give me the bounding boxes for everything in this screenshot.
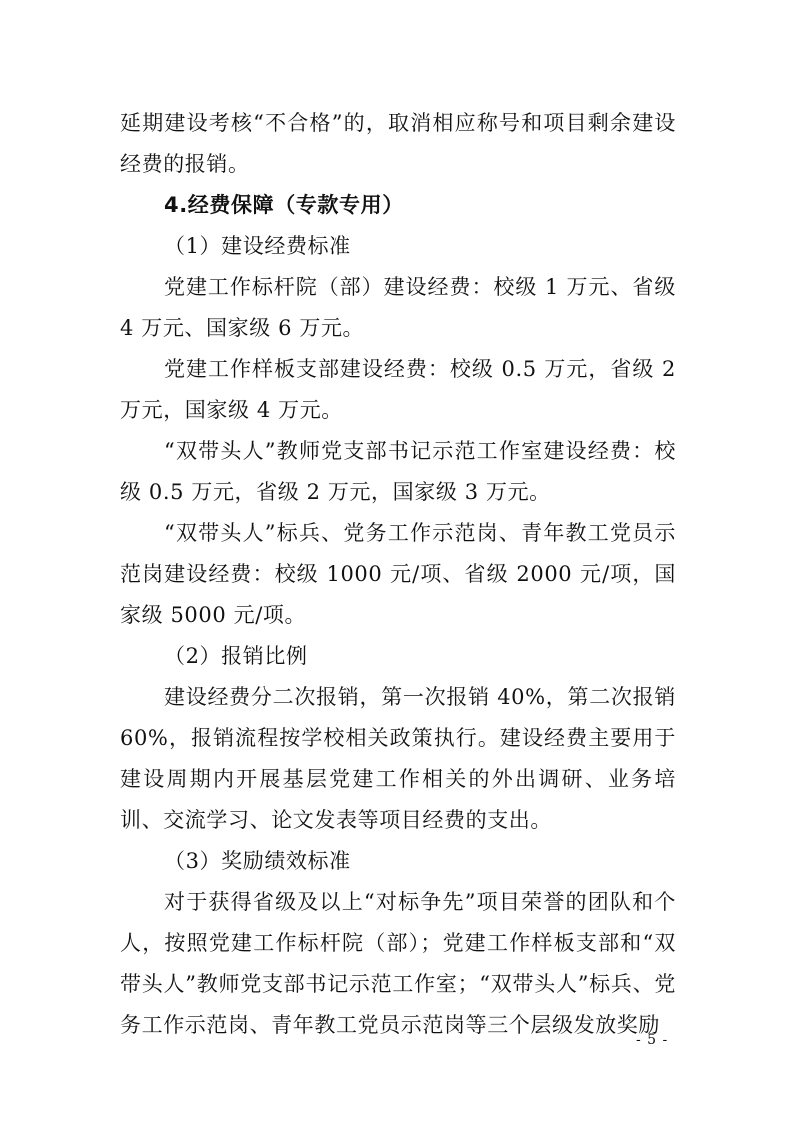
subheading-reward-standard: （3）奖励绩效标准 bbox=[164, 849, 351, 873]
paragraph-reward-details: 对于获得省级及以上“对标争先”项目荣誉的团队和个人，按照党建工作标杆院（部）；党建工作样板支部和“双带头人”教师党支部书记示范工作室；“双带头人”标兵、党务工作示范岗、青年教工党员示范岗等三个层级发放奖励 bbox=[120, 890, 676, 1037]
subheading-reimbursement-ratio: （2）报销比例 bbox=[164, 644, 308, 668]
paragraph-model-branch-funding: 党建工作样板支部建设经费：校级 0.5 万元，省级 2 万元，国家级 4 万元。 bbox=[120, 357, 676, 422]
paragraph-continued-assessment: 延期建设考核“不合格”的，取消相应称号和项目剩余建设经费的报销。 bbox=[120, 111, 676, 176]
page-number: - 5 - bbox=[636, 1032, 669, 1048]
paragraph-model-post-funding: “双带头人”标兵、党务工作示范岗、青年教工党员示范岗建设经费：校级 1000 元/项、省级 2000 元/项，国家级 5000 元/项。 bbox=[120, 521, 676, 627]
paragraph-reimbursement-details: 建设经费分二次报销，第一次报销 40%，第二次报销 60%，报销流程按学校相关政策执行。建设经费主要用于建设周期内开展基层党建工作相关的外出调研、业务培训、交流学习、论文发表等项目经费的支出。 bbox=[120, 685, 676, 832]
subheading-construction-funding-standard: （1）建设经费标准 bbox=[164, 234, 351, 258]
paragraph-benchmark-college-funding: 党建工作标杆院（部）建设经费：校级 1 万元、省级 4 万元、国家级 6 万元。 bbox=[120, 275, 676, 340]
paragraph-studio-funding: “双带头人”教师党支部书记示范工作室建设经费：校级 0.5 万元，省级 2 万元，国家级 3 万元。 bbox=[120, 439, 676, 504]
section-heading-funding: 4.经费保障（专款专用） bbox=[164, 193, 404, 217]
